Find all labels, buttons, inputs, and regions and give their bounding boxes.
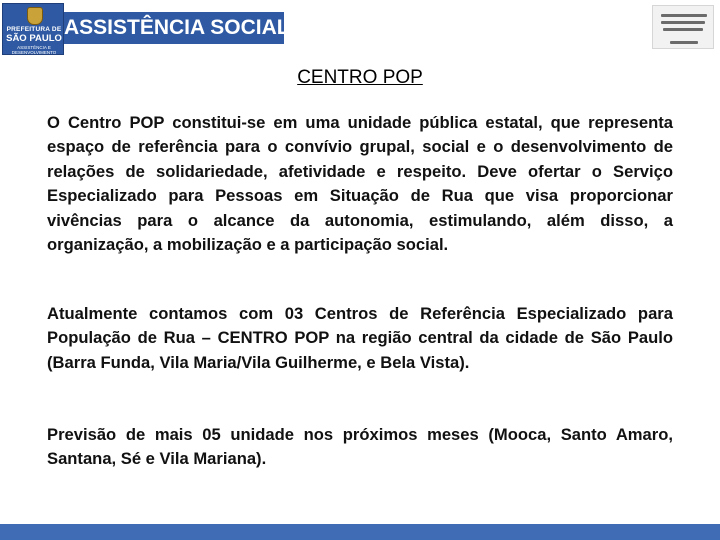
stamp-line — [663, 28, 703, 31]
paragraph-intro: O Centro POP constitui-se em uma unidade pública estatal, que representa espaço de referência para o convívio grupal, social e o desenvolvimento de relações de solidariedade, afetividade e respeito. Deve ofertar o Serviço Especializado para Pessoas em Situação de Rua que visa proporcionar vivências para o alcance da autonomia, estimulando, além disso, a organização, a mobilização e a participação social. — [47, 113, 673, 255]
header — [0, 0, 720, 58]
logo-line-3: ASSISTÊNCIA E DESENVOLVIMENTO SOCIAL — [11, 45, 57, 60]
stamp-line — [661, 21, 705, 24]
paragraph-current-centers: Atualmente contamos com 03 Centros de Referência Especializado para População de Rua – CENTRO POP na região central da cidade de São Paulo (Barra Funda, Vila Maria/Vila Guilherme, e Bela Vista). — [47, 304, 673, 372]
prefeitura-logo — [2, 3, 64, 60]
city-crest-icon — [27, 7, 43, 25]
footer-bar — [0, 524, 720, 540]
page-title: CENTRO POP — [297, 67, 423, 88]
logo-line-2: SÃO PAULO — [6, 33, 62, 44]
stamp-line — [670, 41, 698, 44]
paragraph-forecast: Previsão de mais 05 unidade nos próximos meses (Mooca, Santo Amaro, Santana, Sé e Vila Mariana). — [47, 425, 673, 469]
logo-line-1: PREFEITURA DE — [6, 26, 62, 33]
stamp-line — [661, 14, 707, 17]
banner-title: ASSISTÊNCIA SOCIAL — [64, 16, 290, 39]
header-banner — [64, 12, 290, 44]
stamp-image — [652, 5, 714, 49]
